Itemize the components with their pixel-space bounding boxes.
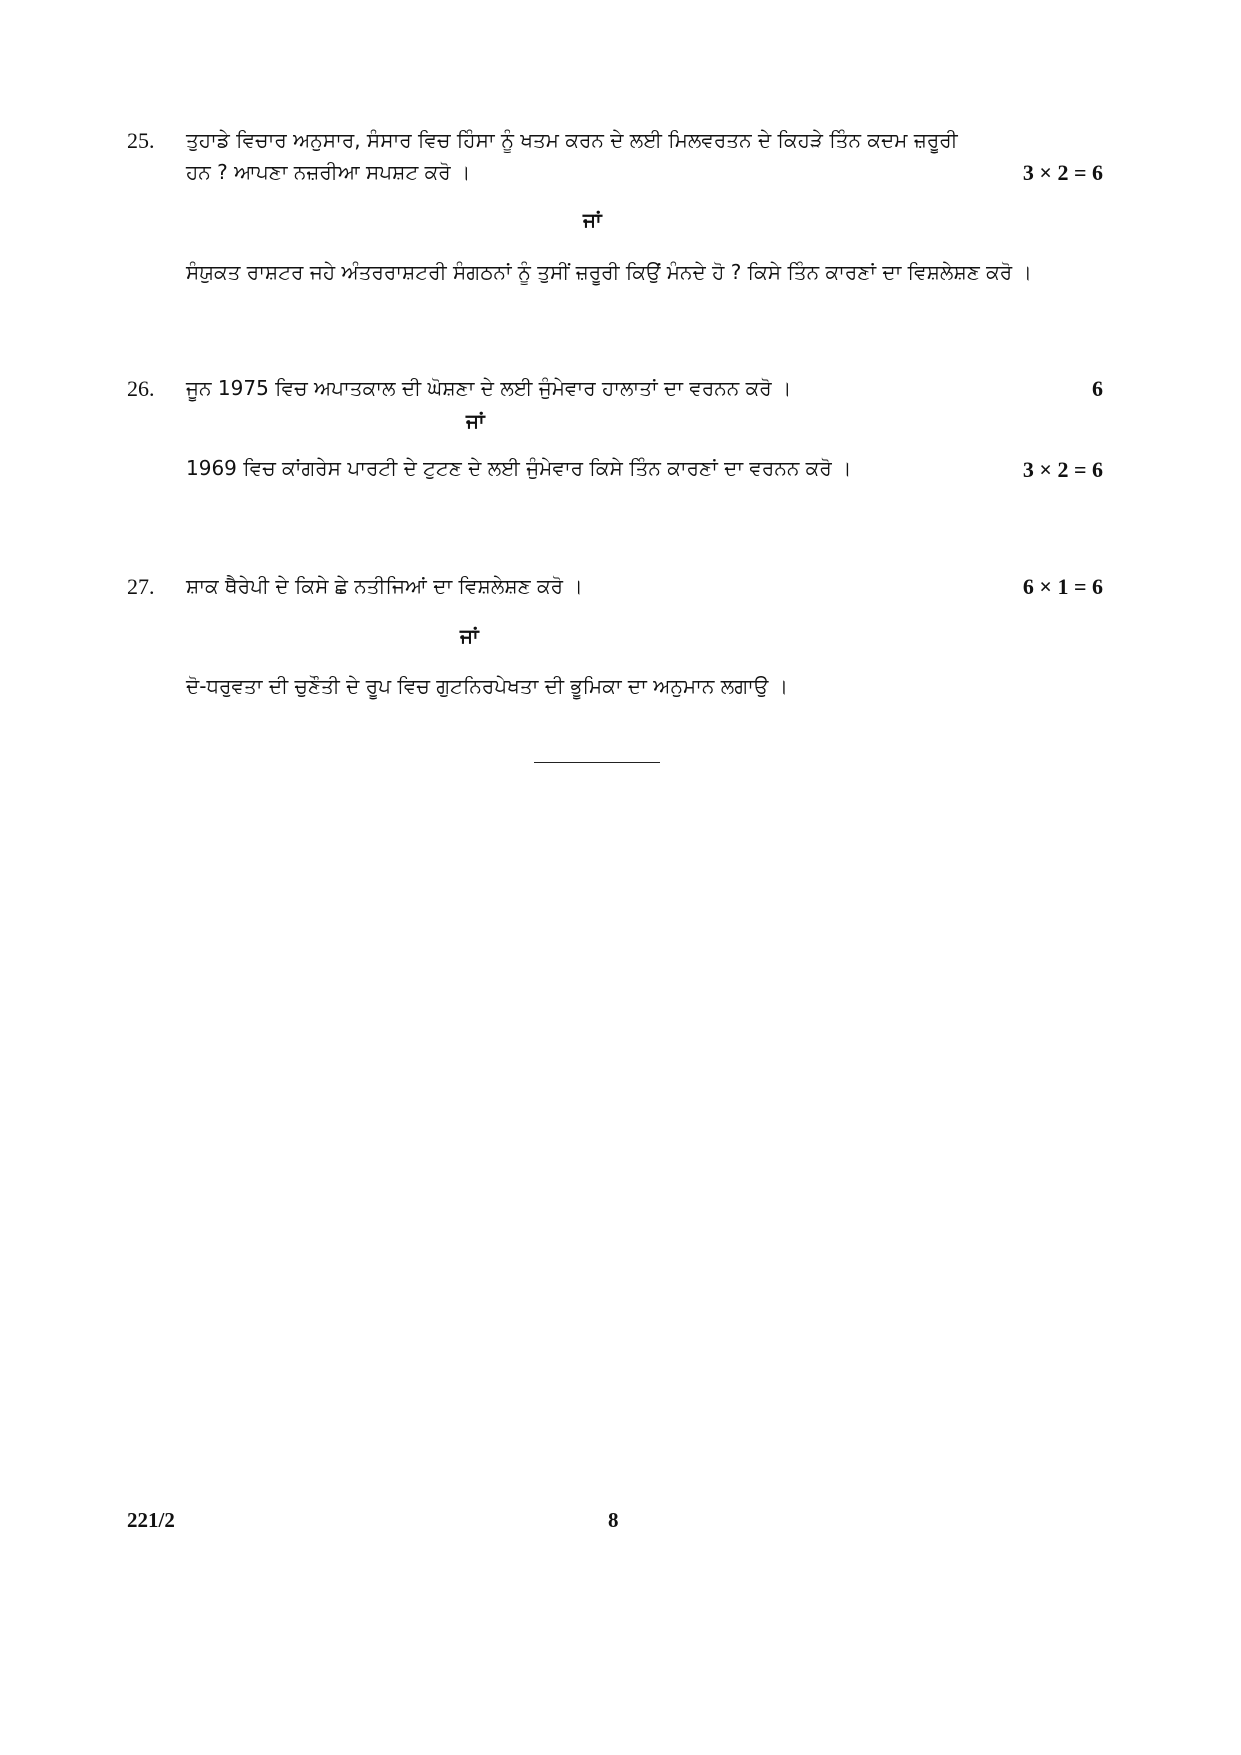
question-number: 26. bbox=[127, 376, 155, 401]
end-of-paper-rule bbox=[534, 762, 660, 763]
question-marks: 6 × 1 = 6 bbox=[1022, 574, 1103, 599]
paper-code: 221/2 bbox=[127, 1508, 175, 1532]
alternative-question-text: 1969 ਵਿਚ ਕਾਂਗਰੇਸ ਪਾਰਟੀ ਦੇ ਟੁਟਣ ਦੇ ਲਈ ਜੁੰਮੇਵਾਰ ਕਿਸੇ ਤਿੰਨ ਕਾਰਣਾਂ ਦਾ ਵਰਨਨ ਕਰੋ । bbox=[186, 456, 852, 480]
question-text: ਤੁਹਾਡੇ ਵਿਚਾਰ ਅਨੁਸਾਰ, ਸੰਸਾਰ ਵਿਚ ਹਿੰਸਾ ਨੂੰ ਖਤਮ ਕਰਨ ਦੇ ਲਈ ਮਿਲਵਰਤਨ ਦੇ ਕਿਹੜੇ ਤਿੰਨ ਕਦਮ ਜ਼ਰੂਰੀ ਹਨ ? ਆਪਣਾ ਨਜ਼ਰੀਆ ਸਪਸ਼ਟ ਕਰੋ । bbox=[186, 128, 958, 184]
alternative-question-text: ਦੋ-ਧਰੁਵਤਾ ਦੀ ਚੁਣੌਤੀ ਦੇ ਰੂਪ ਵਿਚ ਗੁਟਨਿਰਪੇਖਤਾ ਦੀ ਭੂਮਿਕਾ ਦਾ ਅਨੁਮਾਨ ਲਗਾਉ । bbox=[186, 674, 789, 698]
question-text: ਸ਼ਾਕ ਥੈਰੇਪੀ ਦੇ ਕਿਸੇ ਛੇ ਨਤੀਜਿਆਂ ਦਾ ਵਿਸ਼ਲੇਸ਼ਣ ਕਰੋ । bbox=[186, 574, 583, 598]
or-label: ਜਾਂ bbox=[466, 409, 485, 433]
or-label: ਜਾਂ bbox=[460, 624, 479, 648]
alternative-question-text: ਸੰਯੁਕਤ ਰਾਸ਼ਟਰ ਜਹੇ ਅੰਤਰਰਾਸ਼ਟਰੀ ਸੰਗਠਨਾਂ ਨੂੰ ਤੁਸੀਂ ਜ਼ਰੂਰੀ ਕਿਉਂ ਮੰਨਦੇ ਹੋ ? ਕਿਸੇ ਤਿੰਨ ਕਾਰਣਾਂ ਦਾ ਵਿਸ਼ਲੇਸ਼ਣ ਕਰੋ । bbox=[186, 260, 1033, 284]
question-marks: 6 bbox=[1092, 376, 1103, 401]
page-number: 8 bbox=[608, 1508, 619, 1532]
question-marks: 3 × 2 = 6 bbox=[1022, 160, 1103, 185]
question-text: ਜੂਨ 1975 ਵਿਚ ਅਪਾਤਕਾਲ ਦੀ ਘੋਸ਼ਣਾ ਦੇ ਲਈ ਜੁੰਮੇਵਾਰ ਹਾਲਾਤਾਂ ਦਾ ਵਰਨਨ ਕਰੋ । bbox=[186, 376, 792, 400]
question-number: 27. bbox=[127, 574, 155, 599]
alternative-question-marks: 3 × 2 = 6 bbox=[1022, 457, 1103, 482]
question-number: 25. bbox=[127, 128, 155, 153]
or-label: ਜਾਂ bbox=[583, 208, 602, 232]
